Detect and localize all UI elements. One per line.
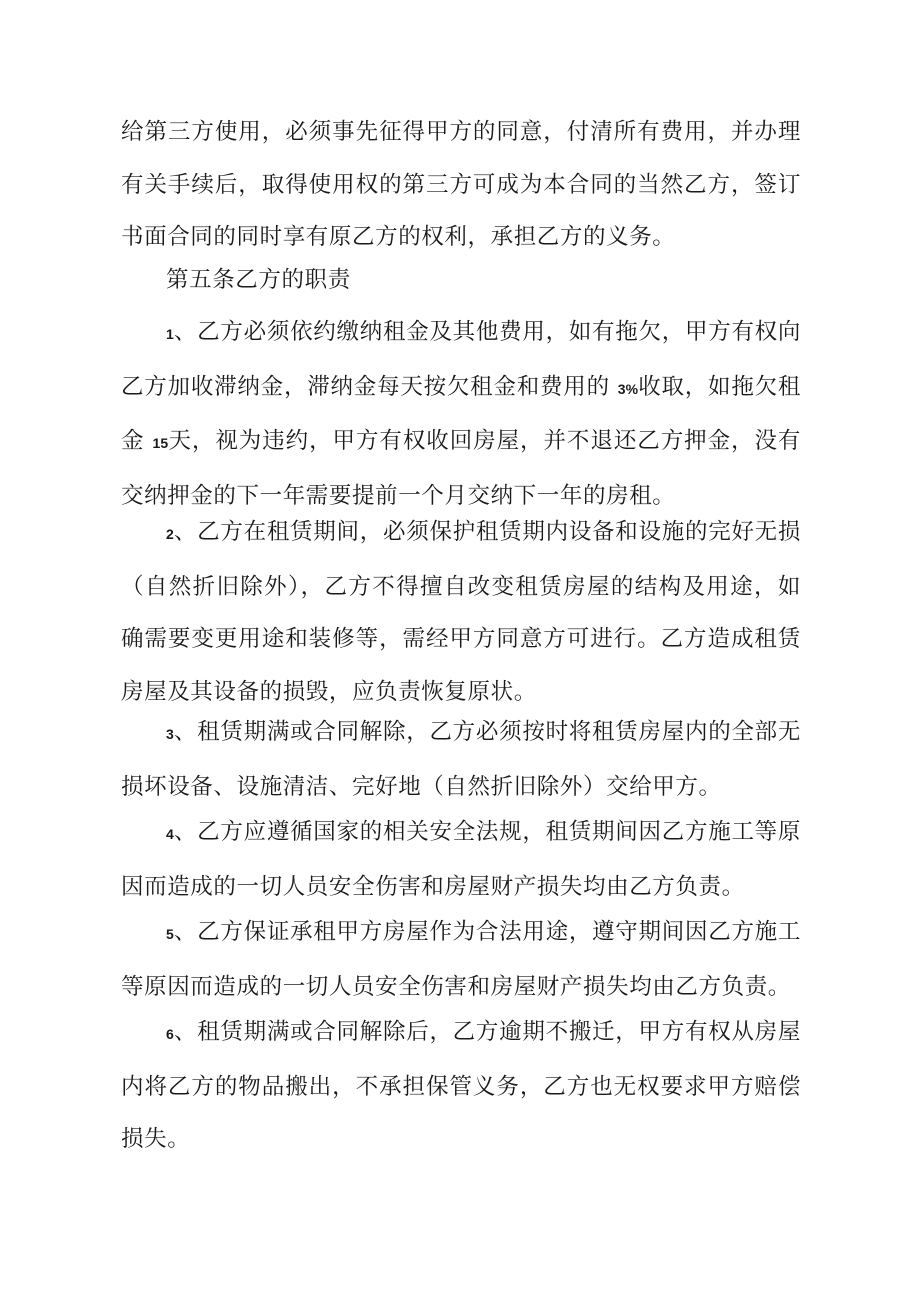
clause-text: 、乙方在租赁期间，必须保护租赁期内设备和设施的完好无损（自然折旧除外），乙方不得擅自改变租赁房屋的结构及用途，如确需要变更用途和装修等，需经甲方同意方可进行。乙方造成租赁房屋及其设备的损毁，应负责恢复原状。 (121, 519, 801, 705)
clause-number: 5 (166, 926, 174, 942)
clause-number: 1 (166, 326, 174, 342)
clause-5 (121, 906, 801, 1013)
clause-number: 6 (166, 1026, 174, 1042)
clause-text: 、乙方应遵循国家的相关安全法规，租赁期间因乙方施工等原因而造成的一切人员安全伤害和房屋财产损失均由乙方负责。 (121, 819, 801, 900)
clause-6 (121, 1006, 801, 1166)
clause-text: 收取，如拖欠租金 (121, 373, 801, 454)
clause-number: 4 (166, 826, 174, 842)
clause-number: 2 (166, 526, 174, 542)
clause-text: 天，视为违约，甲方有权收回房屋，并不退还乙方押金，没有交纳押金的下一年需要提前一个月交纳下一年的房租。 (121, 428, 801, 509)
clause-1 (121, 306, 801, 522)
clause-text: 、租赁期满或合同解除，乙方必须按时将租赁房屋内的全部无损坏设备、设施清洁、完好地（自然折旧除外）交给甲方。 (121, 719, 801, 800)
clause-number: 3 (166, 726, 174, 742)
clause-text: 、乙方保证承租甲方房屋作为合法用途，遵守期间因乙方施工等原因而造成的一切人员安全伤害和房屋财产损失均由乙方负责。 (121, 919, 801, 1000)
clause-3 (121, 706, 801, 813)
continuation-paragraph: 给第三方使用，必须事先征得甲方的同意，付清所有费用，并办理有关手续后，取得使用权的第三方可成为本合同的当然乙方，签订书面合同的同时享有原乙方的权利，承担乙方的义务。 (121, 119, 801, 250)
clause-text: 、租赁期满或合同解除后，乙方逾期不搬迁，甲方有权从房屋内将乙方的物品搬出，不承担保管义务，乙方也无权要求甲方赔偿损失。 (121, 1019, 801, 1152)
clause-text: 、乙方必须依约缴纳租金及其他费用，如有拖欠，甲方有权向乙方加收滞纳金，滞纳金每天按欠租金和费用的 (121, 319, 801, 400)
clause-2 (121, 506, 801, 718)
late-fee-rate: 3% (617, 380, 639, 397)
section-title: 第五条乙方的职责 (166, 267, 351, 293)
overdue-days: 15 (152, 435, 169, 451)
clause-4 (121, 806, 801, 913)
